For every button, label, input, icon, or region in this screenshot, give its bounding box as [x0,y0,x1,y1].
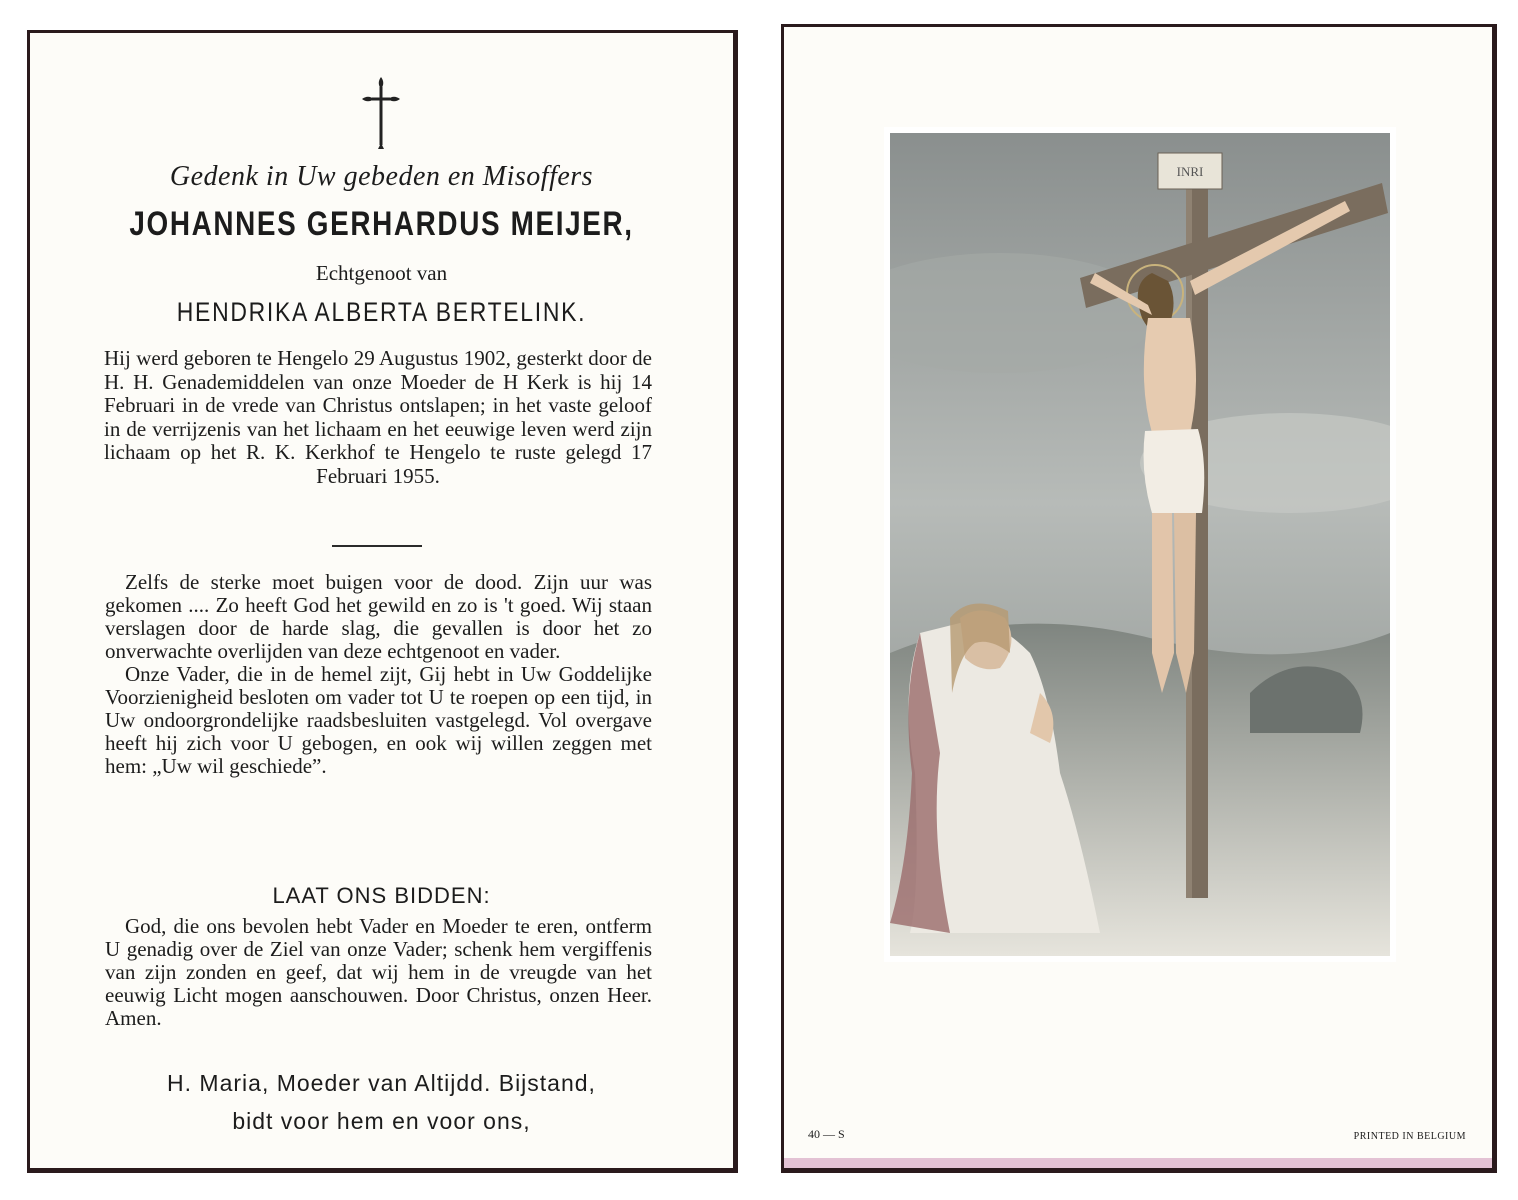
spouse-label: Echtgenoot van [315,261,448,285]
deceased-name: JOHANNES GERHARDUS MEIJER, [129,205,634,243]
prayer-heading: LAAT ONS BIDDEN: [272,883,491,908]
cross-icon [360,75,402,151]
closing-invocation-line-1: H. Maria, Moeder van Altijdd. Bijstand, [167,1070,596,1096]
prayer-text [105,915,652,1030]
card-number: 40 — S [808,1127,845,1141]
prayer-paragraph: God, die ons bevolen hebt Vader en Moeder te eren, ontferm U genadig over de Ziel van onze Vader; schenk hem vergiffenis van zijn zonden en geef, dat wij hem in de vreugde van het eeuwig Licht mogen aanschouwen. Door Christus, onzen Heer. Amen. [105,914,652,1030]
crucifixion-illustration [890,133,1390,956]
picture-frame [884,127,1396,962]
reflection-paragraph: Onze Vader, die in de hemel zijt, Gij hebt in Uw Goddelijke Voorzienigheid besloten om vader tot U te roepen op een tijd, in Uw ondoorgrondelijke raadsbesluiten vastgelegd. Vol overgave heeft hij zich voor U gebogen, en ook wij willen zeggen met hem: „Uw wil geschiede”. [105,662,652,778]
reflection-paragraph: Zelfs de sterke moet buigen voor de dood. Zijn uur was gekomen .... Zo heeft God het gewild en zo is 't goed. Wij staan verslagen door de harde slag, die gevallen is door het zo onverwachte overlijden van deze echtgenoot en vader. [105,570,652,663]
spouse-name: HENDRIKA ALBERTA BERTELINK. [176,297,587,327]
divider-line [332,545,422,547]
closing-invocation-line-2: bidt voor hem en voor ons, [232,1108,531,1134]
inri-sign: INRI [1176,164,1204,179]
memorial-card-text-side [27,30,738,1173]
memorial-card-image-side [781,24,1497,1173]
biography-text: Hij werd geboren te Hengelo 29 Augustus 1902, gesterkt door de H. H. Genademiddelen van onze Moeder de H Kerk is hij 14 Februari in de vrede van Christus ontslapen; in het vaste geloof in de verrijzenis van het lichaam en het eeuwige leven werd zijn lichaam op het R. K. Kerkhof te Hengelo te ruste gelegd 17 Februari 1955. [104,346,652,488]
printer-note: PRINTED IN BELGIUM [1353,1131,1466,1142]
invocation-text: Gedenk in Uw gebeden en Misoffers [169,161,594,192]
card-edge-stripe [784,1158,1492,1168]
reflection-text [105,571,652,778]
